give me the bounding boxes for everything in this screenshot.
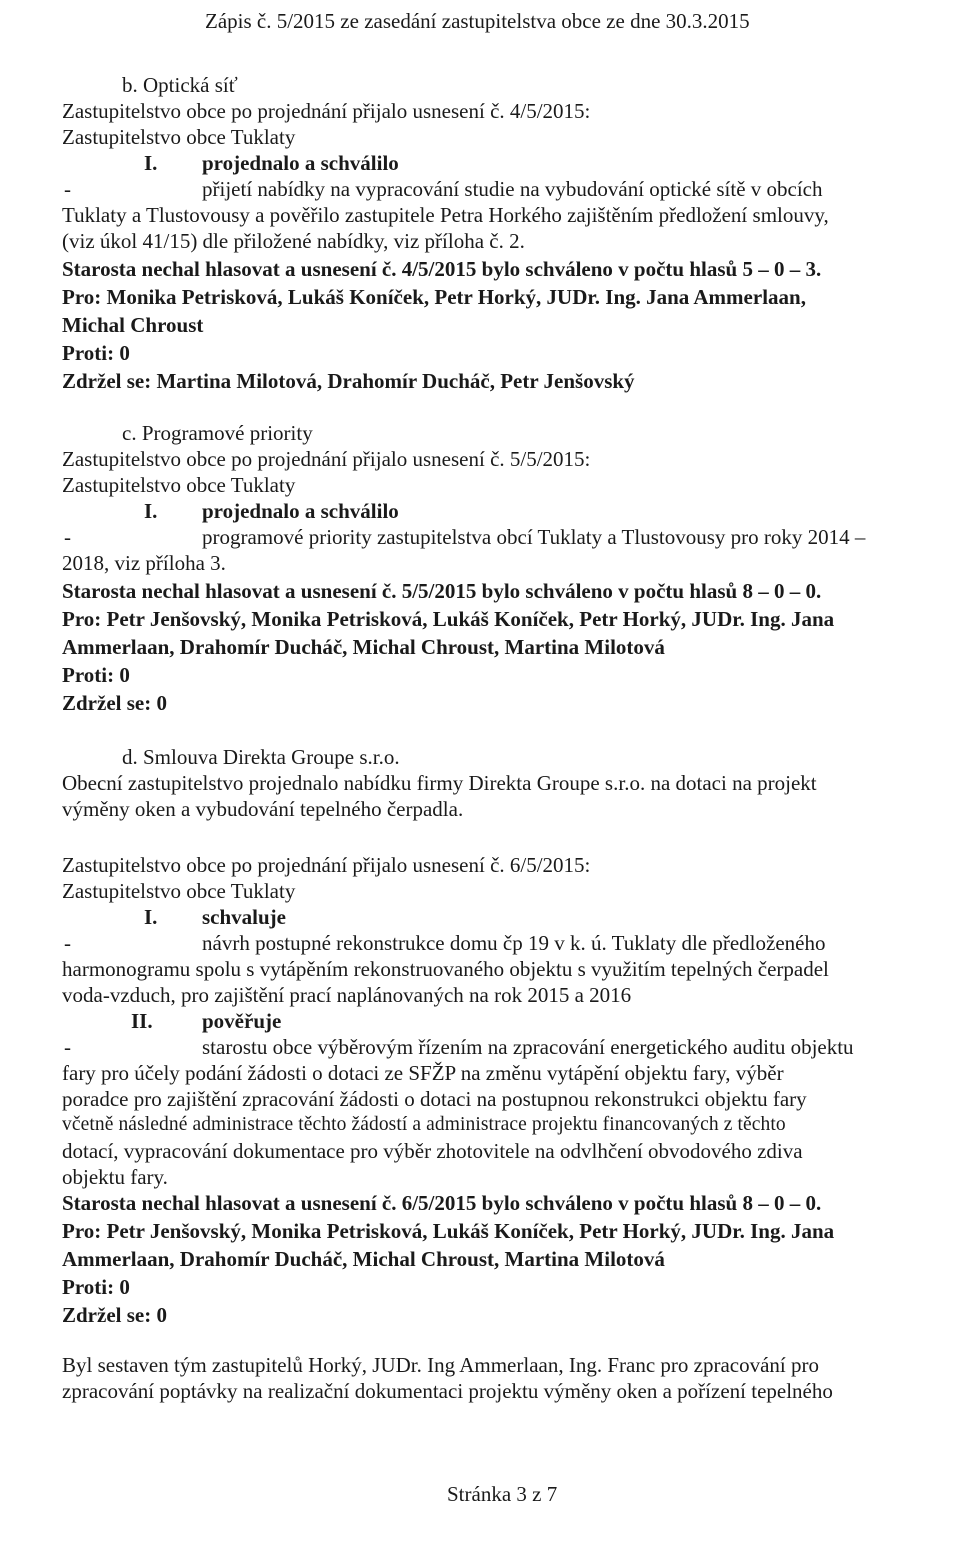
section-heading-c: c. Programové priority	[122, 421, 313, 445]
body-line: Zastupitelstvo obce Tuklaty	[62, 879, 296, 903]
resolution-verb: pověřuje	[202, 1009, 282, 1033]
body-line: zpracování poptávky na realizační dokumentaci projektu výměny oken a pořízení tepelného	[62, 1379, 833, 1403]
vote-abstain: Zdržel se: Martina Milotová, Drahomír Ducháč, Petr Jenšovský	[62, 369, 635, 393]
vote-for: Pro: Monika Petrisková, Lukáš Koníček, Petr Horký, JUDr. Ing. Jana Ammerlaan,	[62, 285, 806, 309]
body-line: Tuklaty a Tlustovousy a pověřilo zastupitele Petra Horkého zajištěním předložení smlouvy,	[62, 203, 829, 227]
roman-numeral: I.	[144, 905, 158, 929]
body-line: přijetí nabídky na vypracování studie na vybudování optické sítě v obcích	[202, 177, 823, 201]
resolution-intro: Zastupitelstvo obce po projednání přijalo usnesení č. 6/5/2015:	[62, 853, 591, 877]
vote-for: Pro: Petr Jenšovský, Monika Petrisková, Lukáš Koníček, Petr Horký, JUDr. Ing. Jana	[62, 1219, 835, 1243]
resolution-verb: projednalo a schválilo	[202, 499, 399, 523]
bullet-dash: -	[64, 177, 71, 201]
body-line: programové priority zastupitelstva obcí Tuklaty a Tlustovousy pro roky 2014 –	[202, 525, 866, 549]
body-line: Zastupitelstvo obce Tuklaty	[62, 473, 296, 497]
resolution-intro: Zastupitelstvo obce po projednání přijalo usnesení č. 4/5/2015:	[62, 99, 591, 123]
body-line: návrh postupné rekonstrukce domu čp 19 v k. ú. Tuklaty dle předloženého	[202, 931, 826, 955]
body-line: starostu obce výběrovým řízením na zpracování energetického auditu objektu	[202, 1035, 854, 1059]
vote-for: Ammerlaan, Drahomír Ducháč, Michal Chroust, Martina Milotová	[62, 1247, 665, 1271]
section-heading-b: b. Optická síť	[122, 73, 238, 97]
body-line: fary pro účely podání žádosti o dotaci ze SFŽP na změnu vytápění objektu fary, výběr	[62, 1061, 784, 1085]
vote-against: Proti: 0	[62, 1275, 130, 1299]
body-line: včetně následné administrace těchto žádostí a administrace projektu financovaných z těchto	[62, 1114, 786, 1135]
body-line: objektu fary.	[62, 1165, 168, 1189]
vote-result: Starosta nechal hlasovat a usnesení č. 5/5/2015 bylo schváleno v počtu hlasů 8 – 0 – 0.	[62, 579, 822, 603]
resolution-verb: schvaluje	[202, 905, 286, 929]
body-line: Zastupitelstvo obce Tuklaty	[62, 125, 296, 149]
roman-numeral: I.	[144, 499, 158, 523]
body-line: harmonogramu spolu s vytápěním rekonstruovaného objektu s využitím tepelných čerpadel	[62, 957, 829, 981]
vote-abstain: Zdržel se: 0	[62, 691, 167, 715]
bullet-dash: -	[64, 931, 71, 955]
body-line: 2018, viz příloha 3.	[62, 551, 226, 575]
bullet-dash: -	[64, 1035, 71, 1059]
body-line: dotací, vypracování dokumentace pro výběr zhotovitele na odvlhčení obvodového zdiva	[62, 1139, 803, 1163]
bullet-dash: -	[64, 525, 71, 549]
page-footer: Stránka 3 z 7	[447, 1482, 558, 1506]
body-line: poradce pro zajištění zpracování žádosti o dotaci na postupnou rekonstrukci objektu fary	[62, 1087, 807, 1111]
vote-result: Starosta nechal hlasovat a usnesení č. 4/5/2015 bylo schváleno v počtu hlasů 5 – 0 – 3.	[62, 257, 822, 281]
vote-against: Proti: 0	[62, 663, 130, 687]
vote-for: Ammerlaan, Drahomír Ducháč, Michal Chroust, Martina Milotová	[62, 635, 665, 659]
roman-numeral: II.	[131, 1009, 153, 1033]
vote-against: Proti: 0	[62, 341, 130, 365]
vote-for: Pro: Petr Jenšovský, Monika Petrisková, Lukáš Koníček, Petr Horký, JUDr. Ing. Jana	[62, 607, 835, 631]
roman-numeral: I.	[144, 151, 158, 175]
body-line: voda-vzduch, pro zajištění prací naplánovaných na rok 2015 a 2016	[62, 983, 632, 1007]
vote-result: Starosta nechal hlasovat a usnesení č. 6/5/2015 bylo schváleno v počtu hlasů 8 – 0 – 0.	[62, 1191, 822, 1215]
section-heading-d: d. Smlouva Direkta Groupe s.r.o.	[122, 745, 400, 769]
page-header: Zápis č. 5/2015 ze zasedání zastupitelstva obce ze dne 30.3.2015	[205, 9, 750, 33]
body-line: Obecní zastupitelstvo projednalo nabídku firmy Direkta Groupe s.r.o. na dotaci na projekt	[62, 771, 817, 795]
vote-for: Michal Chroust	[62, 313, 204, 337]
resolution-intro: Zastupitelstvo obce po projednání přijalo usnesení č. 5/5/2015:	[62, 447, 591, 471]
body-line: (viz úkol 41/15) dle přiložené nabídky, viz příloha č. 2.	[62, 229, 525, 253]
body-line: výměny oken a vybudování tepelného čerpadla.	[62, 797, 464, 821]
body-line: Byl sestaven tým zastupitelů Horký, JUDr. Ing Ammerlaan, Ing. Franc pro zpracování pro	[62, 1353, 819, 1377]
resolution-verb: projednalo a schválilo	[202, 151, 399, 175]
vote-abstain: Zdržel se: 0	[62, 1303, 167, 1327]
